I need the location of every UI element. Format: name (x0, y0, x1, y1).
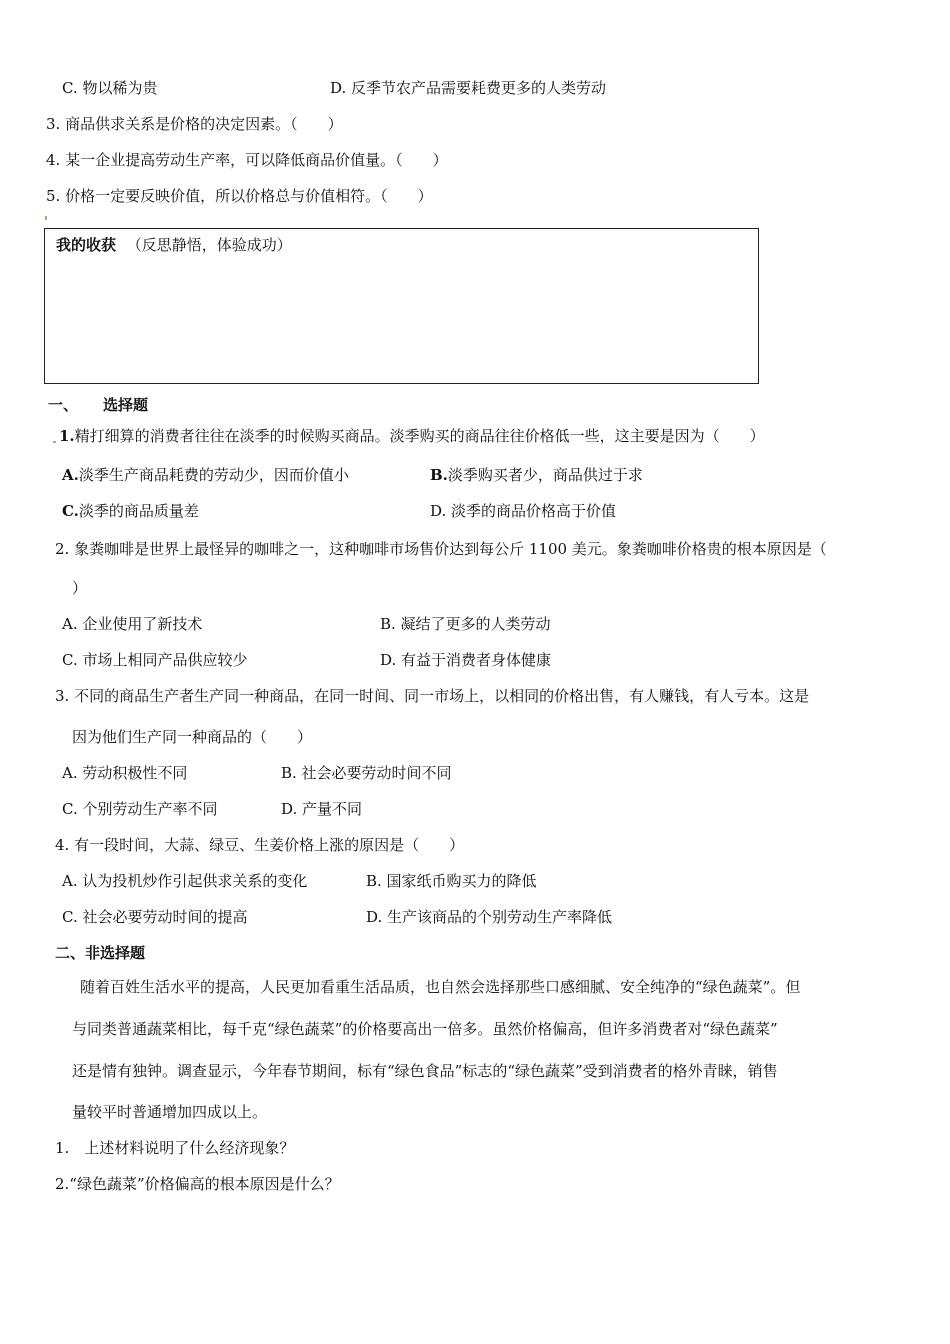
q1-option-c (62, 501, 199, 521)
margin-mark (53, 441, 56, 443)
q3-stem-cont: 因为他们生产同一种商品的（ ） (72, 728, 313, 746)
q2-option-d: D. 有益于消费者身体健康 (380, 651, 552, 669)
q1-option-b-letter: B. (430, 466, 448, 484)
open-question-2: 2.“绿色蔬菜”价格偏高的根本原因是什么？ (55, 1175, 340, 1193)
judgment-5: 5. 价格一定要反映价值，所以价格总与价值相符。（ ） (46, 187, 433, 205)
q3-option-a: A. 劳动积极性不同 (62, 764, 188, 782)
q1-option-c-letter: C. (62, 502, 79, 520)
section2-title: 二、非选择题 (55, 944, 146, 962)
option-d-top: D. 反季节农产品需要耗费更多的人类劳动 (330, 79, 607, 97)
q1-option-c-text: 淡季的商品质量差 (78, 502, 199, 520)
harvest-subtitle: （反思静悟，体验成功） (126, 236, 292, 254)
q2-stem: 2. 象粪咖啡是世界上最怪异的咖啡之一，这种咖啡市场售价达到每公斤 1100 美元。象粪咖啡价格贵的根本原因是（ (55, 540, 827, 558)
q2-option-a: A. 企业使用了新技术 (62, 615, 203, 633)
section1-title: 选择题 (103, 396, 149, 414)
q4-option-c: C. 社会必要劳动时间的提高 (62, 908, 248, 926)
q3-option-b: B. 社会必要劳动时间不同 (281, 764, 452, 782)
q4-option-a: A. 认为投机炒作引起供求关系的变化 (62, 872, 308, 890)
harvest-title: 我的收获 (56, 236, 117, 254)
q2-option-b: B. 凝结了更多的人类劳动 (380, 615, 551, 633)
q1-option-a (62, 465, 349, 485)
passage-line-4: 量较平时普通增加四成以上。 (72, 1103, 268, 1121)
q1-option-a-letter: A. (62, 466, 79, 484)
option-c-top: C. 物以稀为贵 (62, 79, 158, 97)
q2-stem-end: ） (72, 579, 88, 597)
q1-option-d: D. 淡季的商品价格高于价值 (430, 502, 617, 520)
passage-line-3: 还是情有独钟。调查显示，今年春节期间，标有“绿色食品”标志的“绿色蔬菜”受到消费者的格外青睐，销售 (72, 1062, 778, 1080)
q4-stem: 4. 有一段时间，大蒜、绿豆、生姜价格上涨的原因是（ ） (55, 836, 465, 854)
q1-stem: 精打细算的消费者往往在淡季的时候购买商品。淡季购买的商品往往价格低一些，这主要是因为（ ） (74, 427, 765, 445)
judgment-3: 3. 商品供求关系是价格的决定因素。（ ） (46, 115, 343, 133)
passage-line-1: 随着百姓生活水平的提高，人民更加看重生活品质，也自然会选择那些口感细腻、安全纯净的“绿色蔬菜”。但 (80, 978, 801, 996)
q1-number: 1. (59, 427, 75, 445)
section1-number: 一、 (48, 396, 79, 414)
q4-option-b: B. 国家纸币购买力的降低 (366, 872, 537, 890)
q3-option-c: C. 个别劳动生产率不同 (62, 800, 218, 818)
q2-option-c: C. 市场上相同产品供应较少 (62, 651, 248, 669)
q1-option-b (430, 465, 643, 485)
harvest-heading (56, 234, 292, 255)
q4-option-d: D. 生产该商品的个别劳动生产率降低 (366, 908, 613, 926)
q3-option-d: D. 产量不同 (281, 800, 363, 818)
q3-stem: 3. 不同的商品生产者生产同一种商品，在同一时间、同一市场上，以相同的价格出售，有人赚钱，有人亏本。这是 (55, 687, 810, 705)
open-question-1: 1. 上述材料说明了什么经济现象？ (55, 1139, 295, 1157)
q1-option-b-text: 淡季购买者少，商品供过于求 (447, 466, 643, 484)
passage-line-2: 与同类普通蔬菜相比，每千克“绿色蔬菜”的价格要高出一倍多。虽然价格偏高，但许多消费者对“绿色蔬菜” (72, 1020, 778, 1038)
q1-option-a-text: 淡季生产商品耗费的劳动少，因而价值小 (78, 466, 349, 484)
judgment-4: 4. 某一企业提高劳动生产率，可以降低商品价值量。（ ） (46, 151, 448, 169)
margin-mark (45, 216, 47, 220)
q1-stem-line (59, 426, 765, 446)
harvest-box (44, 228, 759, 384)
